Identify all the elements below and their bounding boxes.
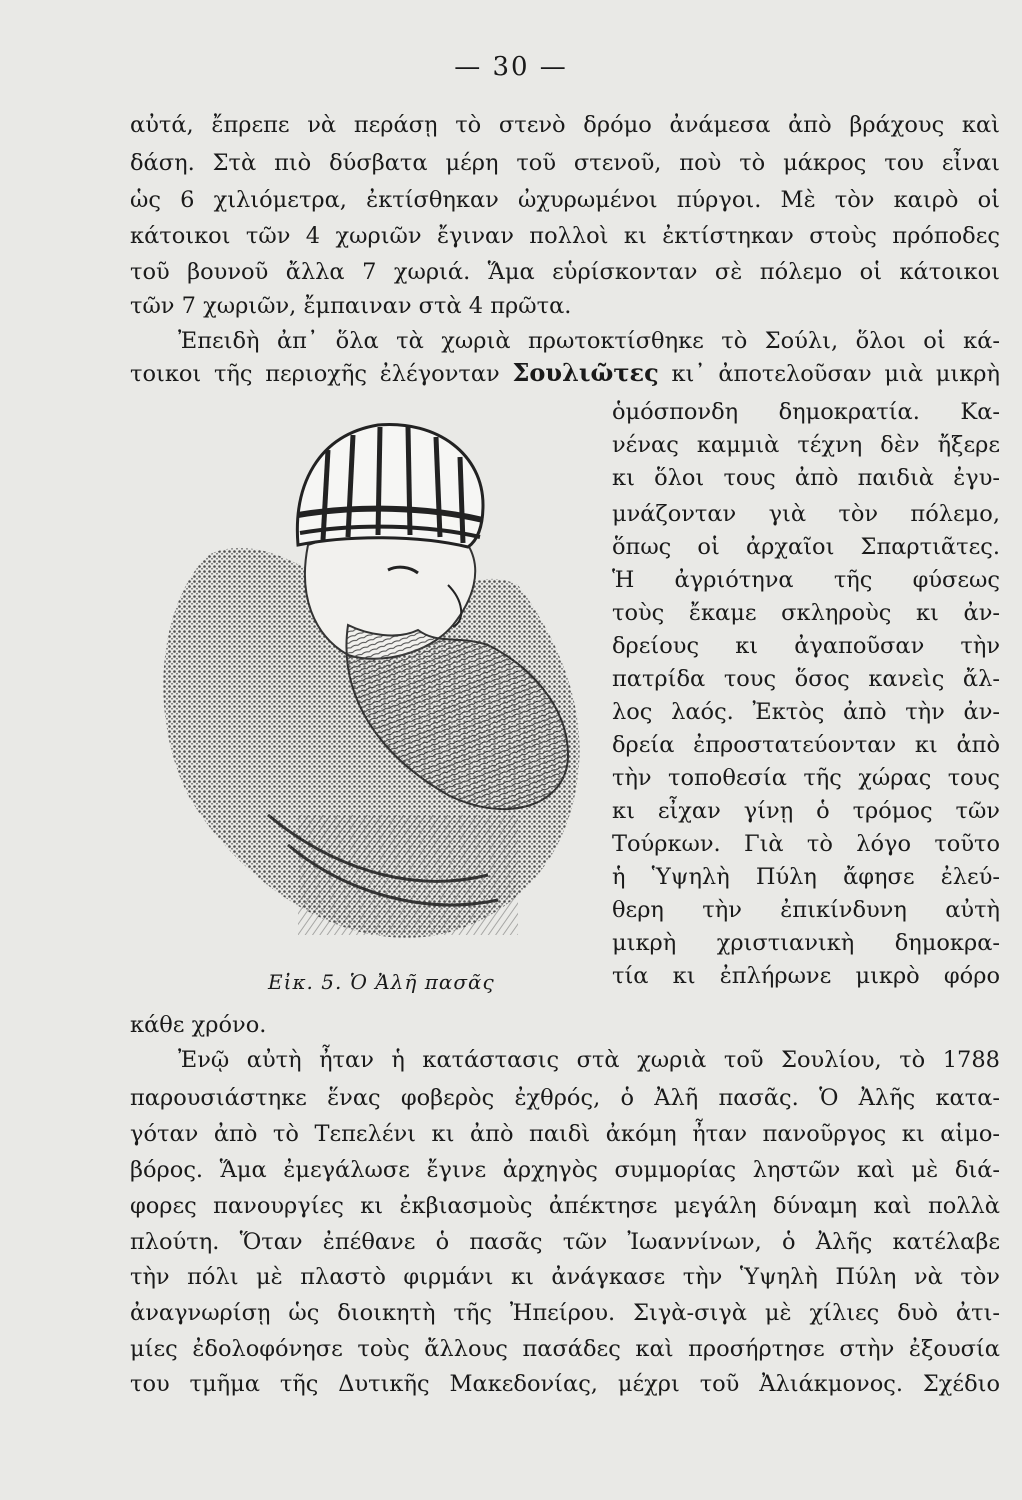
side-text-line: Ἡ ἀγριότηνα τῆς φύσεως — [612, 567, 1000, 593]
side-text-line: τοὺς ἔκαμε σκληροὺς κι ἀν- — [612, 600, 1000, 626]
side-text-line: ὁμόσπονδη δημοκρατία. Κα- — [612, 399, 1000, 425]
text-line: βόρος. Ἅμα ἐμεγάλωσε ἔγινε ἀρχηγὸς συμμορίας ληστῶν καὶ μὲ διά- — [130, 1157, 1000, 1183]
text-line: πλούτη. Ὅταν ἐπέθανε ὁ πασᾶς τῶν Ἰωαννίνων, ὁ Ἀλῆς κατέλαβε — [130, 1229, 1000, 1255]
side-text-line: Τούρκων. Γιὰ τὸ λόγο τοῦτο — [612, 831, 1000, 857]
text-line: γόταν ἀπὸ τὸ Τεπελένι κι ἀπὸ παιδὶ ἀκόμη ἦταν πανοῦργος κι αἱμο- — [130, 1121, 1000, 1147]
text-line: τὴν πόλι μὲ πλαστὸ φιρμάνι κι ἀνάγκασε τὴν Ὑψηλὴ Πύλη νὰ τὸν — [130, 1264, 1000, 1290]
side-text-line: πατρίδα τους ὅσος κανεὶς ἄλ- — [612, 666, 1000, 692]
emphasized-term: Σουλιῶτες — [512, 358, 659, 387]
text-line: ἀναγνωρίσῃ ὡς διοικητὴ τῆς Ἠπείρου. Σιγὰ-σιγὰ μὲ χίλιες δυὸ ἀτι- — [130, 1300, 1000, 1326]
text-line: τῶν 7 χωριῶν, ἔμπαιναν στὰ 4 πρῶτα. — [130, 293, 572, 319]
side-text-line: ὅπως οἱ ἀρχαῖοι Σπαρτιᾶτες. — [612, 534, 1000, 560]
text-line: Ἐπειδὴ ἀπ᾽ ὅλα τὰ χωριὰ πρωτοκτίσθηκε τὸ Σούλι, ὅλοι οἱ κά- — [178, 328, 1000, 354]
text-line: τοῦ βουνοῦ ἄλλα 7 χωριά. Ἅμα εὑρίσκονταν σὲ πόλεμο οἱ κάτοικοι — [130, 259, 1000, 285]
side-text-line: θερη τὴν ἐπικίνδυνη αὐτὴ — [612, 897, 1000, 923]
text-segment: τοικοι τῆς περιοχῆς ἐλέγονταν — [130, 361, 500, 387]
text-line: δάση. Στὰ πιὸ δύσβατα μέρη τοῦ στενοῦ, ποὺ τὸ μάκρος του εἶναι — [130, 150, 1000, 176]
text-line: μίες ἐδολοφόνησε τοὺς ἄλλους πασάδες καὶ προσήρτησε στὴν ἐξουσία — [130, 1336, 1000, 1362]
side-text-line: κι εἶχαν γίνῃ ὁ τρόμος τῶν — [612, 798, 1000, 824]
side-text-line: μικρὴ χριστιανικὴ δημοκρα- — [612, 930, 1000, 956]
page-number: — 30 — — [454, 52, 568, 82]
text-line: παρουσιάστηκε ἕνας φοβερὸς ἐχθρός, ὁ Ἀλῆ πασᾶς. Ὁ Ἀλῆς κατα- — [130, 1085, 1000, 1111]
text-line: ὡς 6 χιλιόμετρα, ἐκτίσθηκαν ὠχυρωμένοι πύργοι. Μὲ τὸν καιρὸ οἱ — [130, 187, 1000, 213]
text-line: Ἐνῷ αὐτὴ ἦταν ἡ κατάστασις στὰ χωριὰ τοῦ Σουλίου, τὸ 1788 — [178, 1047, 1000, 1073]
text-line-with-emphasis — [130, 356, 1000, 391]
side-text-line: νένας καμμιὰ τέχνη δὲν ἤξερε — [612, 432, 1000, 458]
side-text-line: μνάζονταν γιὰ τὸν πόλεμο, — [612, 501, 1000, 527]
figure-caption: Εἰκ. 5. Ὁ Ἀλῆ πασᾶς — [268, 970, 495, 994]
text-segment: κι᾽ ἀποτελοῦσαν μιὰ μικρὴ — [671, 361, 1001, 387]
text-line: φορες πανουργίες κι ἐκβιασμοὺς ἀπέκτησε μεγάλη δύναμη καὶ πολλὰ — [130, 1193, 1000, 1219]
side-text-line: κι ὅλοι τους ἀπὸ παιδιὰ ἐγυ- — [612, 465, 1000, 491]
side-text-line: ἡ Ὑψηλὴ Πύλη ἄφησε ἐλεύ- — [612, 864, 1000, 890]
text-line: του τμῆμα τῆς Δυτικῆς Μακεδονίας, μέχρι τοῦ Ἀλιάκμονος. Σχέδιο — [130, 1371, 1000, 1397]
text-line: αὐτά, ἔπρεπε νὰ περάσῃ τὸ στενὸ δρόμο ἀνάμεσα ἀπὸ βράχους καὶ — [130, 112, 1000, 138]
text-line: κάθε χρόνο. — [130, 1012, 267, 1038]
side-text-line: τία κι ἐπλήρωνε μικρὸ φόρο — [612, 963, 1000, 989]
portrait-illustration — [148, 395, 608, 995]
side-text-line: τὴν τοποθεσία τῆς χώρας τους — [612, 765, 1000, 791]
side-text-line: δρεία ἐπροστατεύονταν κι ἀπὸ — [612, 732, 1000, 758]
side-text-line: δρείους κι ἀγαποῦσαν τὴν — [612, 633, 1000, 659]
side-text-line: λος λαός. Ἐκτὸς ἀπὸ τὴν ἀν- — [612, 699, 1000, 725]
text-line: κάτοικοι τῶν 4 χωριῶν ἔγιναν πολλοὶ κι ἐκτίστηκαν στοὺς πρόποδες — [130, 223, 1000, 249]
